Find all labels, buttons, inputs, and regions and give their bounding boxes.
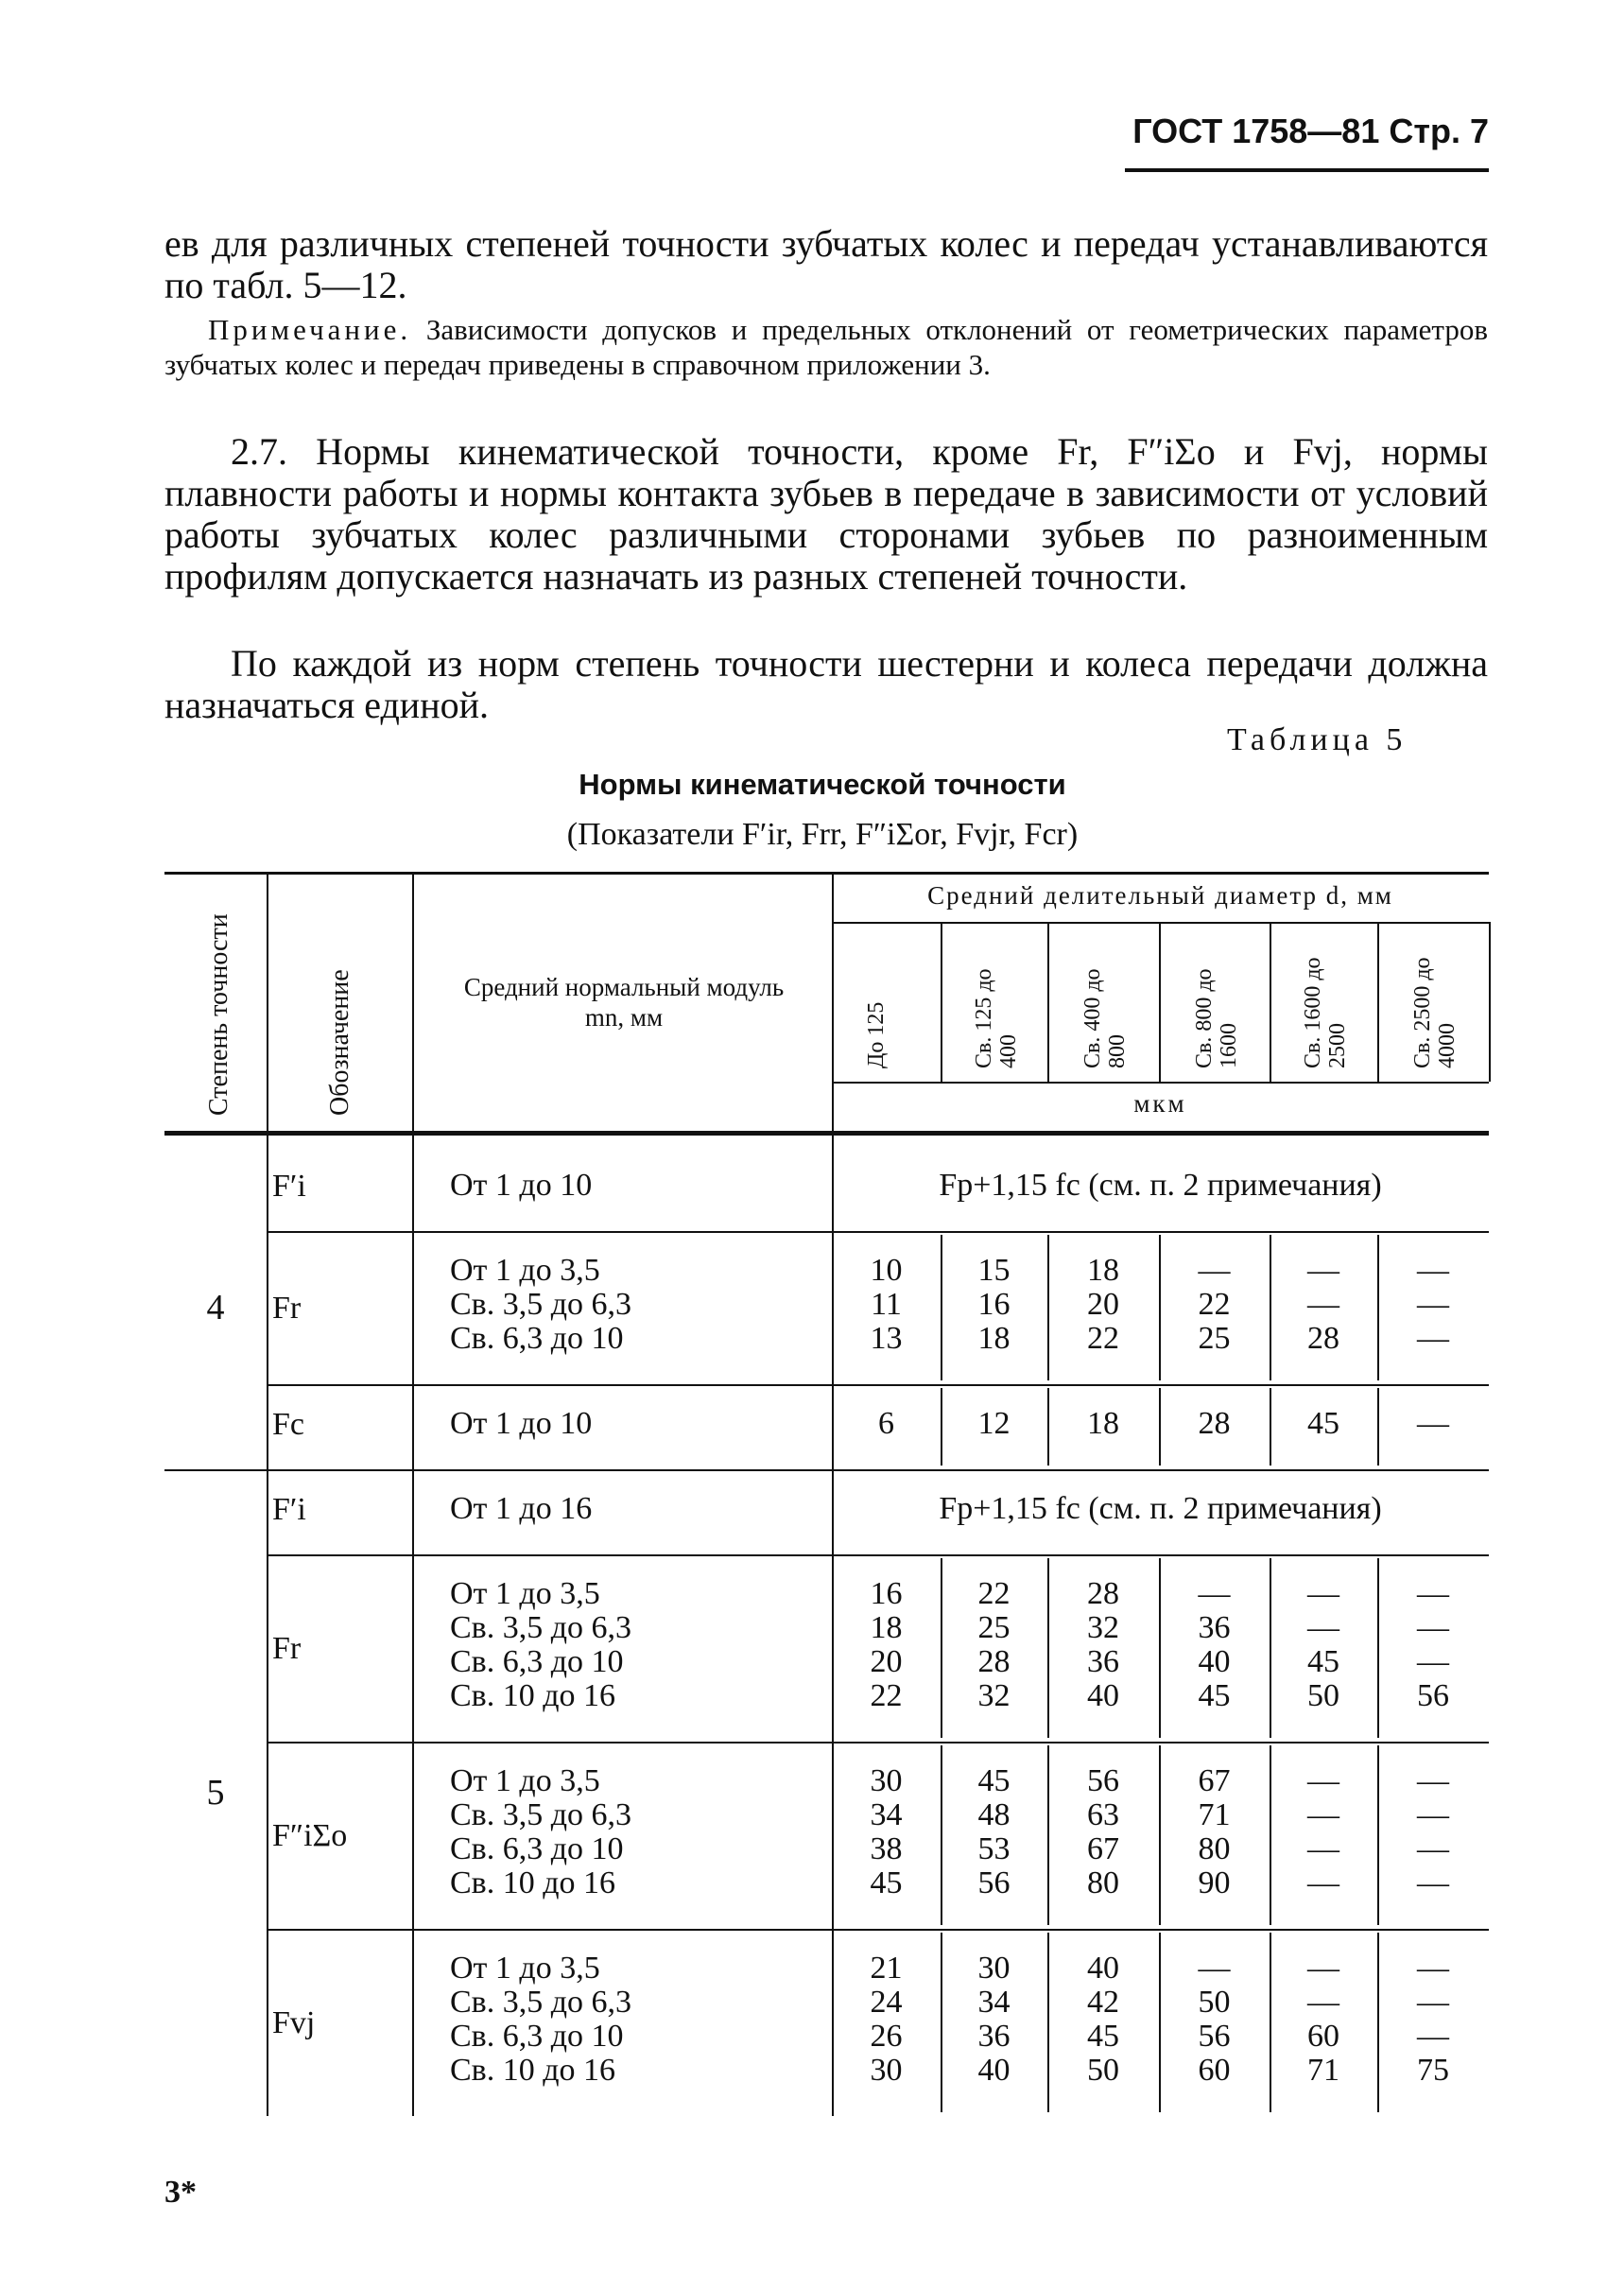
header-col-divider xyxy=(1377,922,1379,1082)
value-cell: 18 xyxy=(870,1610,903,1645)
value-col-divider xyxy=(1159,1235,1161,1380)
value-cell: — xyxy=(1417,1576,1449,1611)
paragraph-2-7: 2.7. Нормы кинематической точности, кроме Fr, F″iΣo и Fvj, нормы плавности работы и нормы контакта зубьев в передаче в зависимости от условий работы зубчатых колес различными сторонами зубьев по разноименным профилям допускается назначать из разных степеней точности. xyxy=(164,430,1488,598)
value-cell: 20 xyxy=(1087,1287,1119,1322)
value-cell: — xyxy=(1307,1831,1339,1866)
designation-1-2: F″iΣo xyxy=(272,1818,348,1853)
module-range: Св. 10 до 16 xyxy=(450,1865,616,1900)
value-col-divider xyxy=(1377,1388,1379,1466)
value-cell: 45 xyxy=(1198,1678,1231,1713)
value-cell: — xyxy=(1417,1287,1449,1322)
value-cell: 22 xyxy=(870,1678,903,1713)
value-cell: 45 xyxy=(977,1763,1011,1798)
page-mark: 3* xyxy=(164,2175,197,2210)
value-cell: 50 xyxy=(1198,1985,1231,2020)
value-cell: 22 xyxy=(1198,1287,1231,1322)
formula-cell: Fp+1,15 fc (см. п. 2 примечания) xyxy=(939,1491,1382,1526)
value-col-divider xyxy=(941,1235,942,1380)
value-cell: 45 xyxy=(1307,1644,1339,1679)
value-cell: 48 xyxy=(977,1797,1011,1832)
value-cell: 60 xyxy=(1307,2019,1339,2054)
value-cell: 34 xyxy=(870,1797,903,1832)
value-cell: 45 xyxy=(1087,2019,1119,2054)
group-divider xyxy=(267,1554,1489,1556)
value-cell: 34 xyxy=(977,1985,1011,2020)
value-col-divider xyxy=(1159,1933,1161,2112)
value-cell: — xyxy=(1417,2019,1449,2054)
header-unit: мкм xyxy=(1133,1089,1187,1118)
value-col-divider xyxy=(1270,1933,1271,2112)
module-range: Св. 6,3 до 10 xyxy=(450,1831,624,1866)
value-cell: — xyxy=(1307,1865,1339,1900)
value-cell: — xyxy=(1198,1253,1231,1288)
value-cell: 28 xyxy=(1087,1576,1119,1611)
table-subtitle: (Показатели F′ir, Frr, F″iΣor, Fvjr, Fcr) xyxy=(566,817,1079,852)
value-cell: 90 xyxy=(1198,1865,1231,1900)
value-col-divider xyxy=(1377,1558,1379,1738)
header-rule xyxy=(1125,168,1489,172)
value-cell: 40 xyxy=(1198,1644,1231,1679)
group-divider xyxy=(267,1231,1489,1233)
value-cell: 40 xyxy=(1087,1678,1119,1713)
value-cell: 10 xyxy=(870,1253,903,1288)
value-cell: 45 xyxy=(1307,1406,1339,1441)
header-col-divider xyxy=(941,922,942,1082)
value-cell: — xyxy=(1417,1644,1449,1679)
value-cell: 15 xyxy=(977,1253,1011,1288)
value-cell: 67 xyxy=(1198,1763,1231,1798)
value-cell: 30 xyxy=(870,2053,903,2088)
designation-1-1: Fr xyxy=(272,1631,302,1666)
value-cell: 45 xyxy=(870,1865,903,1900)
header-col-divider xyxy=(1489,922,1491,1082)
header-col-divider xyxy=(1047,922,1049,1082)
value-col-divider xyxy=(941,1388,942,1466)
value-cell: 38 xyxy=(870,1831,903,1866)
module-range: Св. 3,5 до 6,3 xyxy=(450,1985,632,2020)
value-cell: — xyxy=(1417,1831,1449,1866)
value-col-divider xyxy=(1377,1235,1379,1380)
designation-0-1: Fr xyxy=(272,1291,302,1326)
header-diameter: Средний делительный диаметр d, мм xyxy=(927,881,1393,910)
table-title: Нормы кинематической точности xyxy=(579,768,1066,801)
degree-divider xyxy=(164,1469,267,1471)
value-cell: 36 xyxy=(977,2019,1011,2054)
value-cell: — xyxy=(1417,1321,1449,1356)
module-range: Св. 3,5 до 6,3 xyxy=(450,1610,632,1645)
formula-cell: Fp+1,15 fc (см. п. 2 примечания) xyxy=(939,1168,1382,1203)
value-col-divider xyxy=(941,1745,942,1925)
value-cell: 28 xyxy=(1307,1321,1339,1356)
value-cell: 18 xyxy=(1087,1253,1119,1288)
value-cell: — xyxy=(1417,1865,1449,1900)
module-range: От 1 до 3,5 xyxy=(450,1763,600,1798)
value-cell: 56 xyxy=(1198,2019,1231,2054)
module-range: Св. 6,3 до 10 xyxy=(450,1644,624,1679)
paragraph-intro: ев для различных степеней точности зубчатых колес и передач устанавливаются по табл. 5—12. xyxy=(164,222,1488,306)
value-col-divider xyxy=(1159,1558,1161,1738)
module-range: Св. 10 до 16 xyxy=(450,2053,616,2088)
value-cell: — xyxy=(1417,1253,1449,1288)
value-cell: 40 xyxy=(1087,1951,1119,1986)
value-col-divider xyxy=(1270,1745,1271,1925)
value-cell: 40 xyxy=(977,2053,1011,2088)
value-cell: — xyxy=(1198,1951,1231,1986)
col-divider-module xyxy=(832,872,834,2116)
value-cell: 21 xyxy=(870,1951,903,1986)
value-cell: 30 xyxy=(870,1763,903,1798)
value-cell: 63 xyxy=(1087,1797,1119,1832)
value-cell: 80 xyxy=(1087,1865,1119,1900)
value-cell: 28 xyxy=(1198,1406,1231,1441)
module-range: Св. 6,3 до 10 xyxy=(450,1321,624,1356)
group-divider xyxy=(267,1469,1489,1471)
value-cell: — xyxy=(1417,1406,1449,1441)
page-header: ГОСТ 1758—81 Стр. 7 xyxy=(1132,112,1489,150)
header-degree: Степень точности xyxy=(204,913,233,1116)
value-cell: 12 xyxy=(977,1406,1011,1441)
degree-4: 4 xyxy=(206,1288,225,1327)
value-cell: 67 xyxy=(1087,1831,1119,1866)
value-cell: — xyxy=(1307,1985,1339,2020)
value-cell: 30 xyxy=(977,1951,1011,1986)
value-cell: 60 xyxy=(1198,2053,1231,2088)
value-cell: 26 xyxy=(870,2019,903,2054)
value-col-divider xyxy=(1047,1235,1049,1380)
value-cell: — xyxy=(1417,1985,1449,2020)
module-range: От 1 до 3,5 xyxy=(450,1576,600,1611)
value-cell: 6 xyxy=(878,1406,894,1441)
value-cell: 56 xyxy=(1087,1763,1119,1798)
header-bottom-border xyxy=(164,1131,1489,1136)
value-cell: 80 xyxy=(1198,1831,1231,1866)
value-cell: — xyxy=(1307,1287,1339,1322)
header-designation: Обозначение xyxy=(325,969,354,1116)
col-divider-designation xyxy=(412,872,414,2116)
header-diameter-range: Св. 125 до 400 xyxy=(971,968,1021,1068)
value-col-divider xyxy=(1270,1388,1271,1466)
value-cell: 13 xyxy=(870,1321,903,1356)
degree-5: 5 xyxy=(206,1773,225,1813)
value-cell: 11 xyxy=(871,1287,902,1322)
value-col-divider xyxy=(1377,1933,1379,2112)
value-col-divider xyxy=(1270,1235,1271,1380)
value-cell: — xyxy=(1307,1797,1339,1832)
note-label: Примечание. xyxy=(208,313,412,346)
module-range: От 1 до 3,5 xyxy=(450,1951,600,1986)
value-cell: 25 xyxy=(1198,1321,1231,1356)
value-cell: — xyxy=(1307,1951,1339,1986)
value-col-divider xyxy=(1047,1388,1049,1466)
module-range: От 1 до 16 xyxy=(450,1491,593,1526)
value-cell: 16 xyxy=(870,1576,903,1611)
value-col-divider xyxy=(1047,1933,1049,2112)
value-cell: 16 xyxy=(977,1287,1011,1322)
value-cell: 53 xyxy=(977,1831,1011,1866)
value-cell: 25 xyxy=(977,1610,1011,1645)
value-cell: 28 xyxy=(977,1644,1011,1679)
header-diameter-range: Св. 1600 до 2500 xyxy=(1301,957,1350,1068)
value-cell: 22 xyxy=(977,1576,1011,1611)
module-range: Св. 10 до 16 xyxy=(450,1678,616,1713)
value-cell: — xyxy=(1307,1253,1339,1288)
col-divider-degree xyxy=(267,872,268,2116)
header-col-divider xyxy=(1270,922,1271,1082)
value-cell: 22 xyxy=(1087,1321,1119,1356)
group-divider xyxy=(267,1929,1489,1931)
group-divider xyxy=(267,1742,1489,1744)
value-cell: 18 xyxy=(1087,1406,1119,1441)
module-range: От 1 до 10 xyxy=(450,1406,593,1441)
module-range: От 1 до 10 xyxy=(450,1168,593,1203)
table-label: Таблица 5 xyxy=(1227,722,1408,757)
value-cell: — xyxy=(1198,1576,1231,1611)
header-module: Средний нормальный модуль mn, мм xyxy=(463,973,785,1032)
header-diameter-range: Св. 2500 до 4000 xyxy=(1410,957,1460,1068)
header-col-divider xyxy=(1159,922,1161,1082)
value-cell: 20 xyxy=(870,1644,903,1679)
value-cell: 71 xyxy=(1198,1797,1231,1832)
designation-0-2: Fc xyxy=(272,1407,304,1442)
value-cell: 56 xyxy=(977,1865,1011,1900)
value-col-divider xyxy=(1270,1558,1271,1738)
module-range: Св. 3,5 до 6,3 xyxy=(450,1287,632,1322)
value-cell: — xyxy=(1307,1610,1339,1645)
table-top-border xyxy=(164,872,1489,875)
value-cell: — xyxy=(1307,1576,1339,1611)
note-text: Зависимости допусков и предельных отклонений от геометрических параметров зубчатых колес и передач приведены в справочном приложении 3. xyxy=(164,313,1488,381)
value-cell: 18 xyxy=(977,1321,1011,1356)
value-cell: 24 xyxy=(870,1985,903,2020)
value-cell: — xyxy=(1417,1763,1449,1798)
designation-0-0: F′i xyxy=(272,1169,306,1204)
value-cell: 32 xyxy=(1087,1610,1119,1645)
designation-1-3: Fvj xyxy=(272,2005,316,2040)
value-cell: — xyxy=(1417,1610,1449,1645)
value-cell: — xyxy=(1417,1951,1449,1986)
group-divider xyxy=(267,1384,1489,1386)
paragraph-single-degree: По каждой из норм степень точности шестерни и колеса передачи должна назначаться единой. xyxy=(164,642,1488,726)
value-col-divider xyxy=(1047,1745,1049,1925)
value-cell: 56 xyxy=(1417,1678,1449,1713)
header-diameter-range: Св. 800 до 1600 xyxy=(1191,968,1241,1068)
value-cell: — xyxy=(1307,1763,1339,1798)
value-cell: 36 xyxy=(1087,1644,1119,1679)
value-cell: 36 xyxy=(1198,1610,1231,1645)
value-cell: 75 xyxy=(1417,2053,1449,2088)
value-col-divider xyxy=(941,1933,942,2112)
header-divider-unit xyxy=(832,1082,1489,1084)
header-diameter-range: До 125 xyxy=(863,1001,889,1068)
value-col-divider xyxy=(1159,1745,1161,1925)
value-cell: 42 xyxy=(1087,1985,1119,2020)
value-cell: 50 xyxy=(1087,2053,1119,2088)
value-cell: 50 xyxy=(1307,1678,1339,1713)
value-cell: 32 xyxy=(977,1678,1011,1713)
header-diameter-range: Св. 400 до 800 xyxy=(1080,968,1130,1068)
module-range: От 1 до 3,5 xyxy=(450,1253,600,1288)
note-paragraph xyxy=(164,312,1488,382)
designation-1-0: F′i xyxy=(272,1492,306,1527)
value-cell: — xyxy=(1417,1797,1449,1832)
value-col-divider xyxy=(1047,1558,1049,1738)
value-col-divider xyxy=(1159,1388,1161,1466)
value-cell: 71 xyxy=(1307,2053,1339,2088)
module-range: Св. 6,3 до 10 xyxy=(450,2019,624,2054)
value-col-divider xyxy=(941,1558,942,1738)
module-range: Св. 3,5 до 6,3 xyxy=(450,1797,632,1832)
value-col-divider xyxy=(1377,1745,1379,1925)
